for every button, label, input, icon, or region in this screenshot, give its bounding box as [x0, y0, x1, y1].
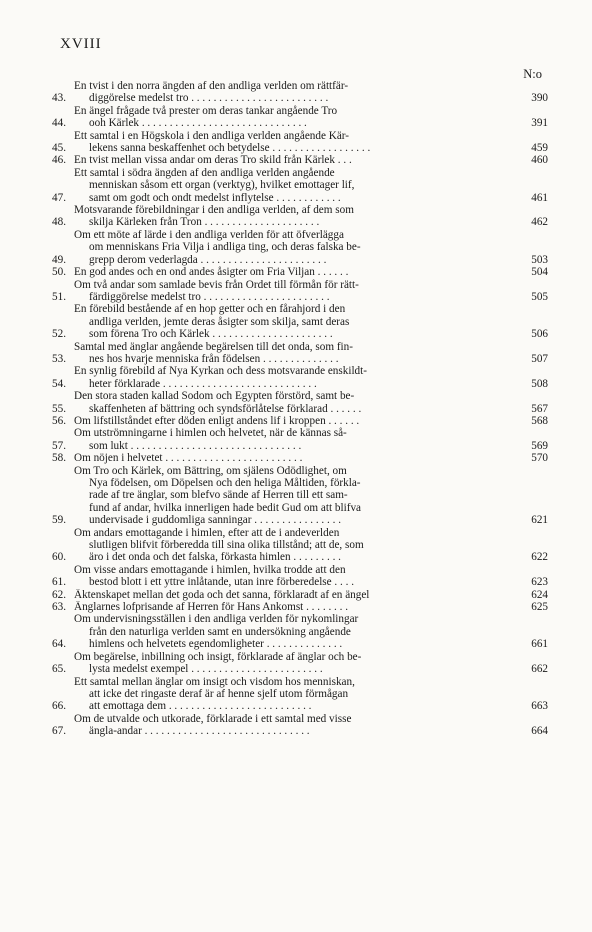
entry-number: 52.: [52, 328, 66, 341]
entry-number: 57.: [52, 439, 66, 452]
entry-line: Om nöjen i helvetet . . . . . . . . . . . . . . . . . . . . . . . . .: [74, 452, 303, 465]
toc-entry: [38, 303, 548, 340]
entry-page-number: 624: [531, 588, 548, 601]
entry-page-number: 391: [531, 117, 548, 130]
toc-entry: [38, 415, 548, 427]
entry-page-number: 503: [531, 253, 548, 266]
entry-number: 61.: [52, 576, 66, 589]
entry-line: äro i det onda och det falska, förkasta himlen . . . . . . . . .: [89, 551, 341, 564]
entry-title: [66, 266, 508, 278]
entry-page-number: 506: [531, 328, 548, 341]
toc-entry: [38, 465, 548, 527]
entry-number: 53.: [52, 352, 66, 365]
entry-line: En tvist i den norra ängden af den andliga verlden om rättfär-: [74, 80, 349, 92]
toc-entry: [38, 365, 548, 390]
entry-line: Ett samtal mellan änglar om insigt och visdom hos menniskan,: [74, 675, 355, 688]
entry-line: Om lifstillståndet efter döden enligt andens lif i kroppen . . . . . .: [74, 414, 360, 427]
entry-number: 65.: [52, 663, 66, 676]
toc-entry: [38, 266, 548, 278]
entry-line: En ängel frågade två prester om deras tankar angående Tro: [74, 104, 338, 117]
entry-page-number: 622: [531, 551, 548, 564]
entry-title: [66, 589, 508, 601]
entry-line: En god andes och en ond andes åsigter om Fria Viljan . . . . . .: [74, 266, 349, 279]
entry-title: [66, 415, 508, 427]
entry-title: [66, 427, 508, 452]
entry-title: [66, 303, 508, 340]
entry-line: Ett samtal i en Högskola i den andliga verlden angående Kär-: [74, 129, 350, 142]
toc-entry: [38, 279, 548, 304]
entry-line: fund af andar, hvilka innerligen hade bedit Gud om att blifva: [89, 501, 362, 514]
entry-number: 63.: [52, 601, 66, 614]
entry-line: från den naturliga verlden samt en undersökning angående: [89, 625, 351, 638]
entry-line: Äktenskapet mellan det goda och det sanna, förklaradt af en ängel: [74, 588, 370, 601]
entry-number: 51.: [52, 290, 66, 303]
entry-line: Om andars emottagande i himlen, efter att de i andeverlden: [74, 526, 340, 539]
entry-title: [66, 80, 508, 105]
entry-title: [66, 154, 508, 166]
entry-number: 55.: [52, 402, 66, 415]
toc-entry: [38, 229, 548, 266]
entry-title: [66, 564, 508, 589]
entry-title: [66, 105, 508, 130]
toc-entry: [38, 452, 548, 464]
table-of-contents: [38, 80, 548, 738]
entry-page-number: 567: [531, 402, 548, 415]
entry-page-number: 460: [531, 154, 548, 167]
entry-title: [66, 713, 508, 738]
toc-entry: [38, 167, 548, 204]
entry-number: 46.: [52, 154, 66, 167]
entry-title: [66, 365, 508, 390]
entry-line: skaffenheten af bättring och syndsförlåtelse förklarad . . . . . .: [89, 402, 362, 415]
entry-page-number: 661: [531, 638, 548, 651]
entry-page-number: 462: [531, 216, 548, 229]
toc-entry: [38, 154, 548, 166]
entry-line: skilja Kärleken från Tron . . . . . . . . . . . . . . . . . . . . .: [89, 216, 320, 229]
entry-page-number: 625: [531, 601, 548, 614]
entry-number: 62.: [52, 588, 66, 601]
entry-line: ooh Kärlek . . . . . . . . . . . . . . . . . . . . . . . . . . . . . .: [89, 117, 307, 130]
entry-line: Motsvarande förebildningar i den andliga verlden, af dem som: [74, 204, 354, 217]
toc-entry: [38, 130, 548, 155]
entry-number: 66.: [52, 700, 66, 713]
toc-entry: [38, 390, 548, 415]
toc-entry: [38, 564, 548, 589]
entry-line: Ett samtal i södra ängden af den andliga verlden angående: [74, 166, 335, 179]
entry-line: grepp derom vederlagda . . . . . . . . . . . . . . . . . . . . . . .: [89, 253, 327, 266]
toc-entry: [38, 341, 548, 366]
toc-entry: [38, 676, 548, 713]
entry-title: [66, 465, 508, 527]
entry-line: lekens sanna beskaffenhet och betydelse . . . . . . . . . . . . . . . . . .: [89, 142, 371, 155]
page-folio: XVIII: [60, 36, 102, 52]
entry-line: bestod blott i ett yttre inlåtande, utan inre förberedelse . . . .: [89, 576, 354, 589]
toc-entry: [38, 601, 548, 613]
entry-line: diggörelse medelst tro . . . . . . . . . . . . . . . . . . . . . . . . .: [89, 92, 329, 105]
entry-title: [66, 613, 508, 650]
entry-line: färdiggörelse medelst tro . . . . . . . . . . . . . . . . . . . . . . .: [89, 290, 330, 303]
entry-number: 59.: [52, 514, 66, 527]
entry-number: 58.: [52, 452, 66, 465]
entry-line: samt om godt och ondt medelst inflytelse . . . . . . . . . . . .: [89, 191, 341, 204]
entry-number: 64.: [52, 638, 66, 651]
entry-page-number: 390: [531, 92, 548, 105]
entry-page-number: 570: [531, 452, 548, 465]
toc-entry: [38, 527, 548, 564]
entry-page-number: 508: [531, 377, 548, 390]
entry-number: 48.: [52, 216, 66, 229]
entry-line: Om Tro och Kärlek, om Bättring, om själens Odödlighet, om: [74, 464, 347, 477]
entry-page-number: 662: [531, 663, 548, 676]
toc-entry: [38, 589, 548, 601]
toc-entry: [38, 651, 548, 676]
entry-page-number: 459: [531, 142, 548, 155]
entry-number: 49.: [52, 253, 66, 266]
entry-page-number: 507: [531, 352, 548, 365]
entry-line: Om de utvalde och utkorade, förklarade i ett samtal med visse: [74, 712, 352, 725]
entry-line: Om begärelse, inbillning och insigt, förklarade af änglar och be-: [74, 650, 362, 663]
entry-title: [66, 390, 508, 415]
entry-title: [66, 279, 508, 304]
entry-number: 60.: [52, 551, 66, 564]
entry-title: [66, 676, 508, 713]
entry-title: [66, 130, 508, 155]
entry-line: Samtal med änglar angående begärelsen till det onda, som fin-: [74, 340, 353, 353]
entry-line: att emottaga dem . . . . . . . . . . . . . . . . . . . . . . . . . .: [89, 700, 312, 713]
entry-title: [66, 229, 508, 266]
entry-line: som lukt . . . . . . . . . . . . . . . . . . . . . . . . . . . . . . .: [89, 439, 302, 452]
entry-page-number: 505: [531, 290, 548, 303]
entry-line: Nya födelsen, om Döpelsen och den heliga Måltiden, förkla-: [89, 477, 361, 489]
entry-line: ängla-andar . . . . . . . . . . . . . . . . . . . . . . . . . . . . . .: [89, 725, 310, 738]
entry-number: 50.: [52, 266, 66, 279]
entry-line: lysta medelst exempel . . . . . . . . . . . . . . . . . . . . . . . .: [89, 663, 323, 676]
entry-title: [66, 651, 508, 676]
entry-page-number: 461: [531, 191, 548, 204]
entry-line: En synlig förebild af Nya Kyrkan och dess motsvarande enskildt-: [74, 365, 367, 378]
entry-page-number: 504: [531, 266, 548, 279]
entry-number: 45.: [52, 142, 66, 155]
entry-line: rade af tre änglar, som blefvo sände af Herren till ett sam-: [89, 489, 348, 502]
entry-line: Änglarnes lofprisande af Herren för Hans Ankomst . . . . . . . .: [74, 601, 349, 614]
entry-page-number: 568: [531, 414, 548, 427]
entry-line: Om utströmningarne i himlen och helvetet, när de kännas så-: [74, 427, 347, 440]
entry-title: [66, 452, 508, 464]
entry-line: Om två andar som samlade bevis från Ordet till förmån för rätt-: [74, 278, 359, 291]
entry-page-number: 569: [531, 439, 548, 452]
entry-line: att icke det ringaste deraf är af henne sjelf utom förmågan: [89, 687, 349, 700]
entry-title: [66, 527, 508, 564]
entry-line: Om visse andars emottagande i himlen, hvilka trodde att den: [74, 563, 346, 576]
toc-entry: [38, 80, 548, 105]
entry-line: nes hos hvarje menniska från födelsen . . . . . . . . . . . . . .: [89, 352, 339, 365]
entry-page-number: 664: [531, 725, 548, 738]
entry-line: heter förklarade . . . . . . . . . . . . . . . . . . . . . . . . . . . .: [89, 377, 317, 390]
entry-line: andliga verlden, jemte deras åsigter som skilja, samt deras: [89, 315, 350, 328]
entry-line: himlens och helvetets egendomligheter . . . . . . . . . . . . . .: [89, 638, 343, 651]
entry-title: [66, 204, 508, 229]
entry-page-number: 663: [531, 700, 548, 713]
entry-line: om menniskans Fria Vilja i andliga ting, och deras falska be-: [89, 241, 361, 254]
toc-entry: [38, 427, 548, 452]
entry-line: En tvist mellan vissa andar om deras Tro skild från Kärlek . . .: [74, 154, 352, 167]
toc-entry: [38, 713, 548, 738]
entry-line: Om undervisningsställen i den andliga verlden för nykomlingar: [74, 613, 359, 626]
toc-entry: [38, 105, 548, 130]
entry-number: 44.: [52, 117, 66, 130]
entry-number: 47.: [52, 191, 66, 204]
column-heading: N:o: [523, 67, 542, 81]
toc-entry: [38, 204, 548, 229]
entry-line: som förena Tro och Kärlek . . . . . . . . . . . . . . . . . . . . . .: [89, 328, 333, 341]
entry-title: [66, 341, 508, 366]
entry-title: [66, 167, 508, 204]
entry-number: 43.: [52, 92, 66, 105]
entry-line: En förebild bestående af en hop getter och en fårahjord i den: [74, 303, 346, 316]
entry-line: menniskan såsom ett organ (verktyg), hvilket emottager lif,: [89, 179, 355, 192]
entry-number: 56.: [52, 414, 66, 427]
entry-line: undervisade i guddomliga sanningar . . . . . . . . . . . . . . . .: [89, 514, 341, 527]
entry-number: 67.: [52, 725, 66, 738]
entry-line: Den stora staden kallad Sodom och Egypten förstörd, samt be-: [74, 390, 355, 403]
toc-entry: [38, 613, 548, 650]
entry-page-number: 623: [531, 576, 548, 589]
entry-number: 54.: [52, 377, 66, 390]
entry-line: Om ett möte af lärde i den andliga verlden för att öfverlägga: [74, 228, 344, 241]
entry-line: slutligen blifvit förberedda till sina olika tillstånd; att de, som: [89, 539, 364, 552]
entry-page-number: 621: [531, 514, 548, 527]
entry-title: [66, 601, 508, 613]
